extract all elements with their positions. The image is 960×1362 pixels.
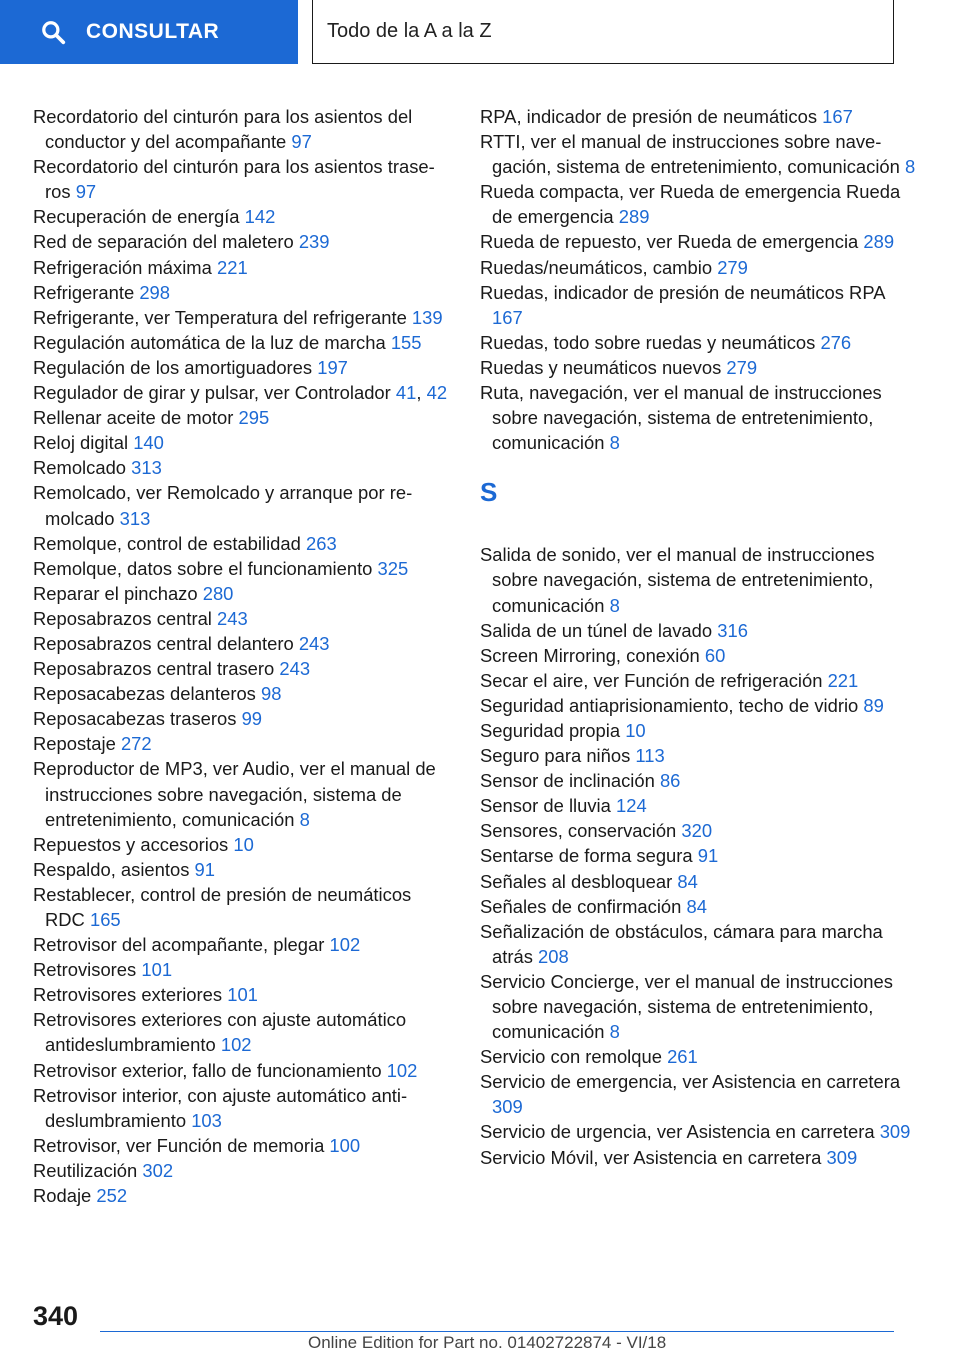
index-entry-text: RPA, indicador de presión de neumáticos (480, 106, 818, 127)
index-entry (33, 405, 453, 430)
index-entry (33, 305, 453, 330)
index-entry-text: Señales de confirmación (480, 895, 682, 917)
index-entry (33, 455, 453, 480)
index-entry (33, 255, 453, 280)
index-entry (480, 104, 920, 129)
page-link[interactable]: 8 (609, 594, 620, 616)
page-link[interactable]: 221 (217, 256, 248, 278)
page-link[interactable]: 243 (279, 658, 311, 680)
page-link[interactable]: 208 (538, 945, 569, 967)
page-link[interactable]: 99 (241, 708, 263, 730)
page-link[interactable]: 10 (233, 833, 254, 855)
index-entry (33, 355, 453, 380)
index-entry-text: Reutilización (33, 1159, 138, 1181)
page-link[interactable]: 325 (377, 557, 409, 579)
index-entry-text: Reproductor de MP3, ver Audio, ver el manual de instrucciones sobre navegación, sistema de entretenimiento, comunicación (33, 758, 436, 830)
page-link[interactable]: 289 (618, 206, 650, 228)
index-entry (33, 882, 453, 932)
index-entry-text: Sensor de inclinación (480, 770, 655, 792)
page-link[interactable]: 309 (826, 1146, 858, 1168)
index-entry-text: Ruedas y neumáticos nuevos (480, 356, 722, 378)
page-link[interactable]: 41 (395, 382, 417, 404)
index-entry-text: Ruedas/neumáticos, cambio (480, 256, 713, 278)
index-entry-text: Ruta, navegación, ver el manual de instrucciones sobre navegación, sistema de entretenimiento, comunicación (480, 382, 882, 454)
page-link[interactable]: 102 (329, 934, 361, 956)
index-entry-text: Refrigerante (33, 281, 135, 303)
index-entry-text: Screen Mirroring, conexión (480, 644, 700, 666)
index-entry-text: Servicio Móvil, ver Asistencia en carretera (480, 1146, 822, 1168)
index-entry-text: Retrovisores (33, 959, 137, 981)
index-entry (480, 179, 920, 229)
index-entry (480, 693, 920, 718)
index-entry (33, 832, 453, 857)
section-letter: S (480, 477, 498, 508)
index-entry-text: Servicio con remolque (480, 1046, 662, 1068)
footer-edition: Online Edition for Part no. 01402722874 - VI/18 (308, 1333, 667, 1352)
index-entry (480, 919, 920, 969)
index-entry (33, 1007, 453, 1057)
page-link[interactable]: 167 (492, 306, 523, 328)
page-link[interactable]: 97 (291, 131, 312, 153)
page-link[interactable]: 98 (261, 683, 282, 705)
index-entry (480, 718, 920, 743)
index-entry (33, 932, 453, 957)
index-entry: Regulador de girar y pulsar, ver Controlador 41, 42 (33, 382, 448, 404)
index-entry-text: Regulación automática de la luz de marcha (33, 331, 386, 353)
index-entry-text: Sentarse de forma segura (480, 845, 693, 867)
index-entry (33, 480, 453, 530)
page-link[interactable]: 309 (492, 1096, 523, 1118)
page-link[interactable]: 102 (386, 1059, 418, 1081)
index-entry (480, 643, 920, 668)
page-link[interactable]: 89 (863, 694, 884, 716)
consult-tab-label: CONSULTAR (86, 20, 220, 43)
index-entry (480, 818, 920, 843)
index-entry (480, 894, 920, 919)
page-number: 340 (33, 1301, 79, 1331)
page-link[interactable]: 60 (704, 644, 726, 666)
page-link[interactable]: 313 (131, 457, 162, 479)
page-link[interactable]: 103 (191, 1109, 222, 1131)
section-title-box (312, 0, 894, 64)
index-entry (480, 129, 920, 179)
index-entry (33, 982, 453, 1007)
index-entry (33, 229, 453, 254)
index-entry-text: Ruedas, indicador de presión de neumáticos RPA (480, 281, 885, 303)
index-entry-text: Señalización de obstáculos, cámara para marcha atrás (480, 920, 883, 967)
page-link[interactable]: 139 (411, 306, 443, 328)
page-link[interactable]: 279 (717, 256, 748, 278)
page-link[interactable]: 252 (96, 1185, 128, 1207)
index-entry-text: Retrovisor interior, con ajuste automático antideslumbramiento (33, 1084, 408, 1131)
page-link[interactable]: 221 (827, 669, 859, 691)
index-column-right (480, 104, 920, 1170)
index-entry (480, 618, 920, 643)
index-entry (33, 556, 453, 581)
index-entry-text: Servicio de urgencia, ver Asistencia en carretera (480, 1121, 875, 1143)
index-entry-text: Reposacabezas delanteros (33, 683, 256, 705)
index-entry-text: Recordatorio del cinturón para los asientos del conductor y del acompañante (33, 106, 413, 153)
index-entry (480, 1069, 920, 1119)
index-entry-text: Reposabrazos central delantero (33, 632, 294, 654)
index-entry (33, 706, 453, 731)
index-entry (33, 531, 453, 556)
index-entry-text: Servicio de emergencia, ver Asistencia en carretera (480, 1071, 901, 1093)
index-entry (480, 355, 920, 380)
index-entry-text: Recordatorio del cinturón para los asientos traseros (33, 156, 435, 203)
index-entry-text: Señales al desbloquear (480, 870, 673, 892)
index-entry-text: Reloj digital (33, 432, 129, 454)
index-entry (480, 1119, 920, 1144)
page-link[interactable]: 84 (677, 870, 698, 892)
index-entry-text: Remolque, datos sobre el funcionamiento (33, 557, 373, 579)
index-entry-text: Salida de un túnel de lavado (480, 619, 713, 641)
page-link[interactable]: 84 (686, 895, 707, 917)
page-link[interactable]: 239 (298, 231, 330, 253)
page-link[interactable]: 272 (120, 733, 152, 755)
index-entry (480, 229, 920, 254)
page-link[interactable]: 113 (635, 745, 665, 767)
index-entry (33, 681, 453, 706)
page-link[interactable]: 167 (822, 106, 853, 127)
index-entry (480, 969, 920, 1044)
search-icon (40, 19, 66, 45)
index-entry (480, 1044, 920, 1069)
index-entry-text: Ruedas, todo sobre ruedas y neumáticos (480, 331, 816, 353)
index-entry (480, 330, 920, 355)
index-group-r (480, 104, 920, 455)
page-link[interactable]: 8 (609, 432, 620, 454)
index-entry (33, 606, 453, 631)
page-link[interactable]: 313 (119, 507, 151, 529)
index-entry-text: Refrigerante, ver Temperatura del refrigerante (33, 306, 407, 328)
page-link[interactable]: 261 (667, 1046, 698, 1068)
index-entry (480, 280, 920, 330)
index-entry (480, 843, 920, 868)
index-entry-text: Remolcado, ver Remolcado y arranque por remolcado (33, 482, 413, 529)
index-entry-text: Remolque, control de estabilidad (33, 532, 301, 554)
index-column-left (33, 104, 453, 1208)
section-title: Todo de la A a la Z (327, 20, 492, 42)
page-link[interactable]: 165 (89, 909, 121, 930)
page-link[interactable]: 102 (220, 1034, 252, 1056)
index-entry (480, 743, 920, 768)
index-entry (33, 631, 453, 656)
index-entry (33, 330, 453, 355)
index-entry-text: Restablecer, control de presión de neumáticos RDC (33, 883, 412, 930)
page-link[interactable]: 42 (426, 382, 448, 404)
index-entry-text: Respaldo, asientos (33, 858, 190, 880)
index-entry-text: RTTI, ver el manual de instrucciones sobre navegación, sistema de entretenimiento, comunicación (480, 131, 900, 178)
index-entry-text: Refrigeración máxima (33, 256, 212, 278)
page-link[interactable]: 91 (697, 845, 719, 867)
page-link[interactable]: 124 (615, 795, 647, 817)
index-entry (480, 1145, 920, 1170)
index-entry-text: Servicio Concierge, ver el manual de instrucciones sobre navegación, sistema de entretenimiento, comunicación (480, 970, 893, 1043)
index-entry (33, 1133, 453, 1158)
page-link[interactable]: 197 (317, 356, 348, 378)
page-link[interactable]: 142 (244, 206, 276, 228)
page-link[interactable]: 101 (227, 984, 258, 1006)
page-link[interactable]: 298 (139, 281, 171, 303)
index-entry (33, 1058, 453, 1083)
index-entry-text: Red de separación del maletero (33, 231, 294, 253)
index-entry-text: Reposabrazos central trasero (33, 658, 275, 680)
index-entry-text: Retrovisor exterior, fallo de funcionamiento (33, 1059, 382, 1081)
page-link[interactable]: 320 (681, 820, 713, 842)
index-entry (33, 731, 453, 756)
index-entry (480, 380, 920, 455)
page-link[interactable]: 97 (75, 181, 97, 203)
index-entry-text: Regulación de los amortiguadores (33, 356, 313, 378)
page-link[interactable]: 243 (298, 632, 330, 654)
page-link[interactable]: 263 (305, 532, 337, 554)
index-entry-text: Seguro para niños (480, 745, 631, 767)
index-entry-text: Repuestos y accesorios (33, 833, 229, 855)
index-entry-text: Rodaje (33, 1185, 92, 1207)
index-entry (480, 793, 920, 818)
index-entry-text: Repostaje (33, 733, 116, 755)
index-entry-text: Salida de sonido, ver el manual de instrucciones sobre navegación, sistema de entretenimiento, comunicación (480, 544, 875, 616)
index-entry-text: Reposacabezas traseros (33, 708, 237, 730)
page-link[interactable]: 289 (863, 231, 895, 253)
index-entry (33, 204, 453, 229)
page-link[interactable]: 243 (217, 607, 248, 629)
index-entry-text: Recuperación de energía (33, 206, 240, 228)
index-entry-text: Retrovisor del acompañante, plegar (33, 934, 325, 956)
index-entry-text: Seguridad antiaprisionamiento, techo de vidrio (480, 694, 859, 716)
index-entry (33, 1183, 453, 1208)
page-link[interactable]: 86 (659, 770, 681, 792)
index-entry-text: Regulador de girar y pulsar, ver Controlador (33, 382, 391, 404)
index-entry (33, 154, 453, 204)
index-entry (33, 581, 453, 606)
page-link[interactable]: 316 (717, 619, 748, 641)
page-link[interactable]: 309 (879, 1121, 911, 1143)
index-entry (33, 280, 453, 305)
page-link[interactable]: 100 (329, 1134, 361, 1156)
index-entry (480, 255, 920, 280)
page-link[interactable]: 295 (238, 407, 270, 429)
index-entry (33, 104, 453, 154)
page-link[interactable]: 279 (726, 356, 758, 378)
footer-divider (100, 1331, 894, 1332)
index-entry (480, 768, 920, 793)
index-entry-text: Seguridad propia (480, 719, 621, 741)
page-link[interactable]: 302 (142, 1159, 174, 1181)
index-entry-text: Rueda de repuesto, ver Rueda de emergencia (480, 231, 859, 253)
index-entry-text: Rellenar aceite de motor (33, 407, 234, 429)
index-group-s (480, 542, 920, 1169)
page-link[interactable]: 155 (390, 331, 422, 353)
index-entry (33, 957, 453, 982)
index-entry (33, 656, 453, 681)
index-entry-text: Retrovisores exteriores (33, 984, 223, 1006)
index-entry (33, 430, 453, 455)
index-entry-text: Sensor de lluvia (480, 795, 611, 817)
index-entry-text: Reposabrazos central (33, 607, 212, 629)
page-link[interactable]: 10 (625, 719, 646, 741)
page-link[interactable]: 280 (202, 582, 234, 604)
index-entry-text: Retrovisor, ver Función de memoria (33, 1134, 325, 1156)
page-link[interactable]: 91 (194, 858, 216, 880)
index-entry-text: Secar el aire, ver Función de refrigeración (480, 669, 823, 691)
index-entry-text: Rueda compacta, ver Rueda de emergencia Rueda de emergencia (480, 181, 901, 228)
index-entry (33, 1083, 453, 1133)
page-link[interactable]: 8 (299, 808, 310, 830)
index-entry-text: Sensores, conservación (480, 820, 677, 842)
page-link[interactable]: 101 (141, 959, 173, 981)
index-entry (480, 542, 920, 617)
page-link[interactable]: 276 (820, 331, 852, 353)
page-link[interactable]: 8 (905, 156, 916, 178)
consult-tab[interactable] (0, 0, 298, 64)
index-entry (480, 869, 920, 894)
page-link[interactable]: 8 (609, 1021, 620, 1043)
index-entry-text: Remolcado (33, 457, 127, 479)
index-entry (33, 756, 453, 831)
index-entry-text: Reparar el pinchazo (33, 582, 198, 604)
index-entry (33, 1158, 453, 1183)
page-link[interactable]: 140 (133, 432, 164, 454)
index-entry (480, 668, 920, 693)
index-entry (33, 857, 453, 882)
index-entry-text: Retrovisores exteriores con ajuste automático antideslumbramiento (33, 1009, 407, 1056)
